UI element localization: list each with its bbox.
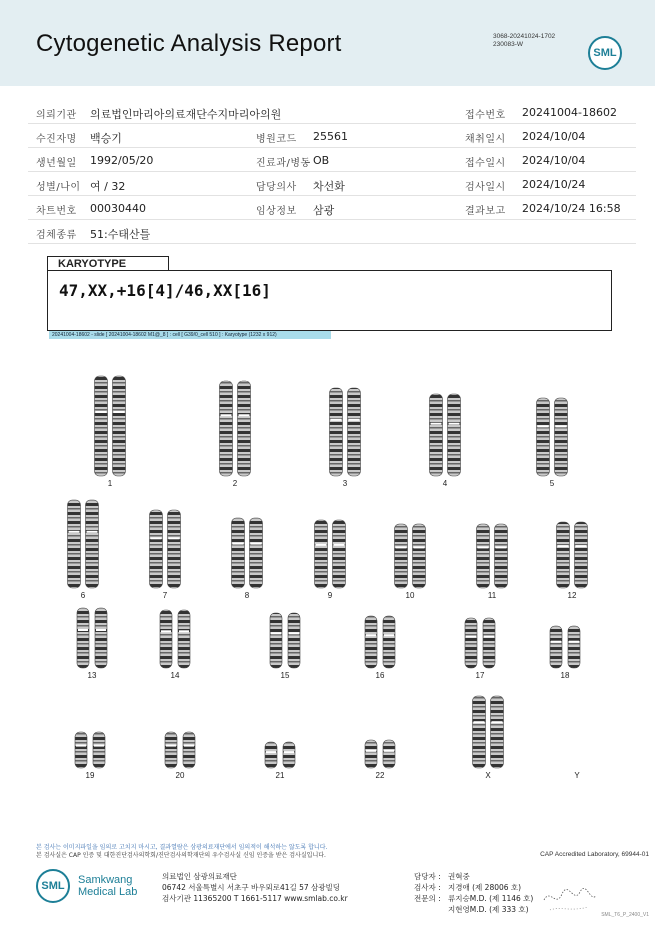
chromosome-pair-12 (557, 522, 588, 600)
chromosome-4-1 (430, 394, 443, 476)
institution-value: 의료법인마리아의료재단수지마리아의원 (90, 108, 282, 121)
chromosome-pair-18 (550, 626, 580, 680)
centromere (96, 411, 107, 413)
chromosome-label: 17 (475, 671, 485, 680)
lab-name-line-2: Medical Lab (78, 886, 138, 898)
centromere (94, 745, 104, 747)
centromere (478, 546, 489, 548)
chromosome-21-1 (265, 742, 277, 768)
chromosome-5-2 (555, 398, 568, 476)
chromosome-pair-22 (365, 740, 395, 780)
clinical-value: 삼광 (313, 204, 335, 217)
chromosome-16-2 (383, 616, 395, 668)
chromosome-label: 16 (375, 671, 385, 680)
chromosome-12-2 (575, 522, 588, 588)
centromere (96, 629, 106, 631)
chromosome-pair-4 (430, 394, 461, 488)
lab-name (78, 874, 137, 898)
centromere (484, 636, 494, 638)
department-value: OB (313, 154, 330, 167)
staff-specialist-value-2: 지현영M.D. (제 333 호) (448, 905, 529, 914)
karyogram-image (40, 340, 620, 790)
info-row (28, 172, 636, 196)
centromere (431, 423, 442, 425)
chromosome-pair-16 (365, 616, 395, 680)
chromosome-pair-20 (165, 732, 195, 780)
receipt-no-label: 접수번호 (465, 110, 506, 121)
chromosome-label: 1 (107, 479, 113, 488)
report-title: Cytogenetic Analysis Report (36, 30, 342, 57)
chromosome-pair-17 (465, 618, 495, 680)
centromere (184, 745, 194, 747)
centromere (414, 546, 425, 548)
cap-accreditation: CAP Accredited Laboratory, 69944-01 (540, 851, 649, 858)
staff-list (414, 871, 533, 915)
chromosome-20-2 (183, 732, 195, 768)
centromere (334, 544, 345, 546)
staff-specialist-value-1: 류지승M.D. (제 1146 호) (448, 894, 534, 903)
chromosome-9-1 (315, 520, 328, 588)
chromosome-pair-13 (77, 608, 107, 680)
chromosome-pair-9 (315, 520, 346, 600)
chromosome-x-2 (491, 696, 504, 768)
chromosome-label: 22 (375, 771, 385, 780)
chromosome-13-1 (77, 608, 89, 668)
chromosome-pair-15 (270, 613, 300, 680)
chromosome-14-1 (160, 610, 172, 668)
karyogram-svg (40, 340, 620, 790)
chromosome-10-2 (413, 524, 426, 588)
report-date-value: 2024/10/24 16:58 (522, 202, 621, 215)
clinical-label: 임상정보 (256, 206, 297, 217)
chromosome-3-2 (348, 388, 361, 476)
centromere (114, 411, 125, 413)
chromosome-19-2 (93, 732, 105, 768)
image-use-notice: 본 검사는 이미지파일을 임의로 고치지 마시고, 결과열람은 삼광의료재단에서 임의적이 해석하는 않도록 합니다. (36, 844, 328, 851)
chromosome-label: 15 (280, 671, 290, 680)
staff-examiner-value: 지경애 (제 28006 호) (448, 883, 522, 892)
centromere (466, 636, 476, 638)
chromosome-pair-6 (68, 500, 99, 600)
centromere (69, 531, 80, 533)
hospital-code-value: 25561 (313, 130, 348, 143)
centromere (331, 419, 342, 421)
chromosome-label: 14 (170, 671, 180, 680)
chromosome-17-1 (465, 618, 477, 668)
doctor-value: 차선화 (313, 180, 345, 193)
exam-date-label: 검사일시 (465, 182, 506, 193)
chromosome-22-2 (383, 740, 395, 768)
chromosome-2-1 (220, 381, 233, 476)
birth-label: 생년월일 (36, 158, 77, 169)
centromere (569, 641, 579, 643)
sml-logo-text: SML (593, 47, 617, 59)
chromosome-18-2 (568, 626, 580, 668)
document-id-primary: 3068-20241024-1702 (493, 33, 556, 40)
staff-manager-value: 권혁중 (448, 872, 470, 881)
receipt-date-label: 접수일시 (465, 158, 506, 169)
info-row (28, 196, 636, 220)
chromosome-1-2 (113, 376, 126, 476)
birth-value: 1992/05/20 (90, 154, 154, 167)
centromere (87, 531, 98, 533)
chromosome-pair-21 (265, 742, 295, 780)
lab-contact: 검사기관 11365200 T 1661-5117 www.smlab.co.kr (162, 894, 348, 903)
chromosome-7-2 (168, 510, 181, 588)
chromosome-13-2 (95, 608, 107, 668)
specimen-label: 검체종류 (36, 230, 77, 241)
chromosome-pair-3 (330, 388, 361, 488)
chromosome-7-1 (150, 510, 163, 588)
accreditation-notice: 본 검사실은 CAP 인증 및 대한진단검사의학회/진단검사의학재단의 우수검사실 신임 인증을 받은 검사실입니다. (36, 852, 326, 859)
chromosome-pair-2 (220, 381, 251, 488)
receipt-date-value: 2024/10/04 (522, 154, 586, 167)
chromosome-pair-7 (150, 510, 181, 600)
institution-label: 의뢰기관 (36, 110, 77, 121)
chart-no-value: 00030440 (90, 202, 146, 215)
chromosome-3-1 (330, 388, 343, 476)
chromosome-label: 13 (87, 671, 97, 680)
chromosome-4-2 (448, 394, 461, 476)
centromere (556, 425, 567, 427)
name-label: 수진자명 (36, 134, 77, 145)
chromosome-pair-19 (75, 732, 105, 780)
chromosome-label: 2 (232, 479, 238, 488)
document-ids (493, 33, 555, 49)
footer-sml-logo (36, 869, 70, 903)
footer-sml-logo-text: SML (41, 880, 65, 892)
chromosome-11-2 (495, 524, 508, 588)
specimen-value: 51:수태산틀 (90, 228, 151, 241)
chromosome-label: Y (574, 771, 580, 780)
centromere (396, 546, 407, 548)
karyotype-result-box (47, 270, 612, 331)
centromere (576, 545, 587, 547)
centromere (384, 750, 394, 752)
chromosome-label: 21 (275, 771, 285, 780)
chromosome-2-2 (238, 381, 251, 476)
report-date-label: 결과보고 (465, 206, 506, 217)
chart-no-label: 차트번호 (36, 206, 77, 217)
receipt-no-value: 20241004-18602 (522, 106, 617, 119)
chromosome-label: 8 (244, 591, 250, 600)
chromosome-6-2 (86, 500, 99, 588)
patient-info-table (28, 100, 636, 244)
centromere (538, 425, 549, 427)
karyogram-image-caption: 20241004-18602 - slide [ 20241004-18602 M1@_8 ] : cell [ G39/0_cell 510 ] : Karyotype (1232 x 912) (49, 331, 331, 339)
centromere (289, 632, 299, 634)
centromere (558, 545, 569, 547)
chromosome-8-1 (232, 518, 245, 588)
centromere (474, 721, 485, 723)
chromosome-pair-5 (537, 398, 568, 488)
report-header (0, 0, 655, 86)
centromere (151, 537, 162, 539)
chromosome-10-1 (395, 524, 408, 588)
chromosome-label: 20 (175, 771, 185, 780)
chromosome-19-1 (75, 732, 87, 768)
centromere (166, 745, 176, 747)
centromere (169, 537, 180, 539)
chromosome-pair-1 (95, 376, 126, 488)
chromosome-label: 10 (405, 591, 415, 600)
chromosome-pair-10 (395, 524, 426, 600)
chromosome-12-1 (557, 522, 570, 588)
chromosome-9-2 (333, 520, 346, 588)
lab-address (162, 871, 348, 904)
centromere (179, 630, 189, 632)
sml-logo (588, 36, 622, 70)
chromosome-16-1 (365, 616, 377, 668)
form-code: SML_T6_P_2400_V1 (601, 912, 649, 918)
chromosome-8-2 (250, 518, 263, 588)
lab-street-address: 06742 서울특별시 서초구 바우뫼로41길 57 삼광빌딩 (162, 883, 341, 892)
department-label: 진료과/병동 (256, 158, 311, 169)
chromosome-label: 18 (560, 671, 570, 680)
centromere (221, 414, 232, 416)
chromosome-x-1 (473, 696, 486, 768)
centromere (449, 423, 460, 425)
lab-foundation: 의료법인 삼광의료재단 (162, 872, 237, 881)
chromosome-pair-14 (160, 610, 190, 680)
chromosome-20-1 (165, 732, 177, 768)
collection-date-value: 2024/10/04 (522, 130, 586, 143)
chromosome-label: 6 (80, 591, 86, 600)
centromere (76, 745, 86, 747)
centromere (266, 751, 276, 753)
centromere (349, 419, 360, 421)
chromosome-22-1 (365, 740, 377, 768)
chromosome-label: 19 (85, 771, 95, 780)
sex-age-value: 여 / 32 (90, 180, 126, 193)
chromosome-6-1 (68, 500, 81, 588)
centromere (496, 546, 507, 548)
centromere (239, 414, 250, 416)
chromosome-15-2 (288, 613, 300, 668)
chromosome-1-1 (95, 376, 108, 476)
collection-date-label: 채취일시 (465, 134, 506, 145)
centromere (316, 544, 327, 546)
sex-age-label: 성별/나이 (36, 182, 81, 193)
chromosome-label: 9 (327, 591, 333, 600)
centromere (161, 630, 171, 632)
centromere (251, 543, 262, 545)
chromosome-label: 5 (549, 479, 555, 488)
centromere (366, 634, 376, 636)
centromere (551, 641, 561, 643)
chromosome-label: 4 (442, 479, 448, 488)
chromosome-14-2 (178, 610, 190, 668)
centromere (492, 721, 503, 723)
centromere (366, 750, 376, 752)
centromere (284, 751, 294, 753)
centromere (78, 629, 88, 631)
chromosome-pair-y (574, 771, 580, 780)
info-row (28, 100, 636, 124)
chromosome-17-2 (483, 618, 495, 668)
exam-date-value: 2024/10/24 (522, 178, 586, 191)
chromosome-label: X (485, 771, 491, 780)
centromere (271, 632, 281, 634)
karyotype-heading: KARYOTYPE (47, 256, 169, 271)
chromosome-label: 12 (567, 591, 577, 600)
name-value: 백승기 (90, 132, 122, 145)
hospital-code-label: 병원코드 (256, 134, 297, 145)
staff-examiner-label: 검사자 : (414, 883, 441, 892)
staff-manager-label: 담당자 : (414, 872, 441, 881)
signature-image (540, 880, 600, 916)
centromere (233, 543, 244, 545)
karyotype-result: 47,XX,+16[4]/46,XX[16] (59, 281, 271, 300)
document-id-secondary: 230083-W (493, 41, 523, 48)
info-row (28, 220, 636, 244)
chromosome-15-1 (270, 613, 282, 668)
chromosome-pair-8 (232, 518, 263, 600)
info-row (28, 148, 636, 172)
chromosome-21-2 (283, 742, 295, 768)
chromosome-pair-x (473, 696, 504, 780)
chromosome-5-1 (537, 398, 550, 476)
chromosome-label: 7 (162, 591, 168, 600)
chromosome-pair-11 (477, 524, 508, 600)
lab-name-line-1: Samkwang (78, 874, 133, 886)
chromosome-11-1 (477, 524, 490, 588)
chromosome-18-1 (550, 626, 562, 668)
doctor-label: 담당의사 (256, 182, 297, 193)
info-row (28, 124, 636, 148)
chromosome-label: 11 (487, 591, 497, 600)
staff-specialist-label: 전문의 : (414, 894, 441, 903)
chromosome-label: 3 (342, 479, 348, 488)
centromere (384, 634, 394, 636)
